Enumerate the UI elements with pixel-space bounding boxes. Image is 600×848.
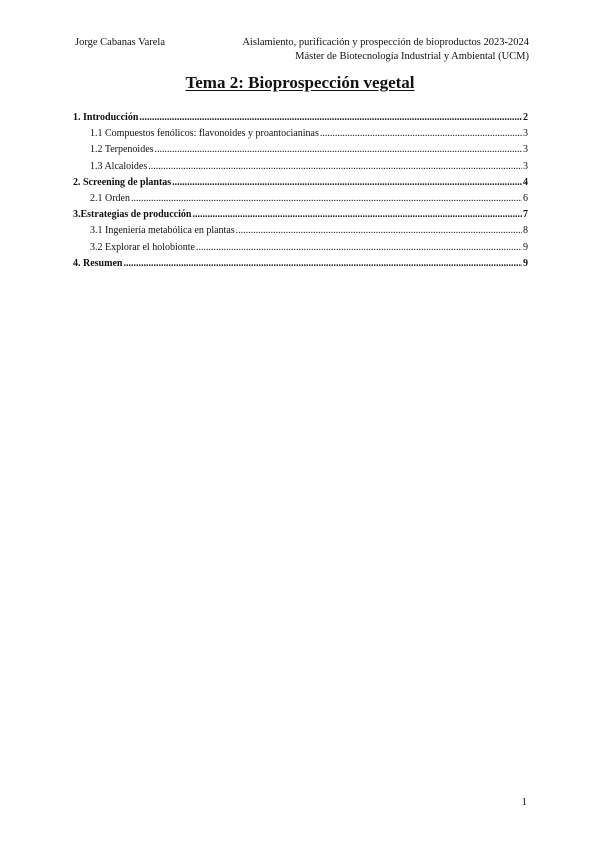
toc-leader bbox=[196, 242, 522, 253]
toc-entry-page: 4 bbox=[523, 176, 528, 188]
toc-entry-page: 2 bbox=[523, 112, 528, 123]
toc-entry[interactable] bbox=[73, 225, 528, 241]
toc-leader bbox=[139, 112, 522, 123]
toc-entry-page: 6 bbox=[523, 192, 528, 204]
toc-entry-page: 9 bbox=[523, 241, 528, 253]
toc-leader bbox=[320, 128, 522, 139]
toc-leader bbox=[148, 161, 522, 172]
toc-entry-text: 1.3 Alcaloides bbox=[90, 160, 148, 172]
toc-entry[interactable] bbox=[73, 144, 528, 160]
toc-leader bbox=[155, 144, 522, 155]
toc-entry[interactable] bbox=[73, 258, 528, 274]
toc-entry[interactable] bbox=[73, 128, 528, 144]
document-title: Tema 2: Bioprospección vegetal bbox=[185, 73, 415, 92]
toc-entry-text: 3.1 Ingeniería metabólica en plantas bbox=[90, 225, 235, 237]
toc-leader bbox=[123, 258, 522, 269]
toc-entry[interactable] bbox=[73, 161, 528, 177]
toc-entry-page: 9 bbox=[523, 257, 528, 269]
header-course-info bbox=[242, 36, 529, 64]
toc-entry[interactable] bbox=[73, 177, 528, 193]
toc-entry-page: 7 bbox=[523, 209, 528, 221]
toc-leader bbox=[131, 193, 522, 204]
toc-entry-text: 1.1 Compuestos fenólicos: flavonoides y proantocianinas bbox=[90, 128, 319, 140]
toc-entry-text: 3.Estrategias de producción bbox=[73, 209, 192, 221]
toc-entry[interactable] bbox=[73, 112, 528, 128]
header-author: Jorge Cabanas Varela bbox=[75, 37, 165, 48]
header-program: Máster de Biotecnología Industrial y Ambiental (UCM) bbox=[295, 51, 529, 62]
toc-entry-text: 3.2 Explorar el holobionte bbox=[90, 241, 195, 253]
toc-entry-text: 2.1 Orden bbox=[90, 192, 130, 204]
toc-entry-page: 3 bbox=[523, 128, 528, 140]
table-of-contents bbox=[73, 112, 528, 274]
toc-entry-page: 3 bbox=[523, 144, 528, 156]
toc-entry[interactable] bbox=[73, 242, 528, 258]
toc-entry-page: 8 bbox=[523, 225, 528, 237]
toc-entry-text: 4. Resumen bbox=[73, 257, 123, 269]
toc-leader bbox=[236, 225, 522, 236]
toc-entry[interactable] bbox=[73, 193, 528, 209]
toc-entry-text: 2. Screening de plantas bbox=[73, 176, 172, 188]
toc-entry-text: 1. Introducción bbox=[73, 112, 139, 123]
toc-entry-page: 3 bbox=[523, 160, 528, 172]
toc-leader bbox=[192, 209, 522, 220]
page-number: 1 bbox=[521, 796, 527, 808]
header-course: Aislamiento, purificación y prospección de bioproductos 2023-2024 bbox=[242, 37, 529, 48]
toc-leader bbox=[172, 177, 522, 188]
toc-entry[interactable] bbox=[73, 209, 528, 225]
toc-entry-text: 1.2 Terpenoides bbox=[90, 144, 154, 156]
